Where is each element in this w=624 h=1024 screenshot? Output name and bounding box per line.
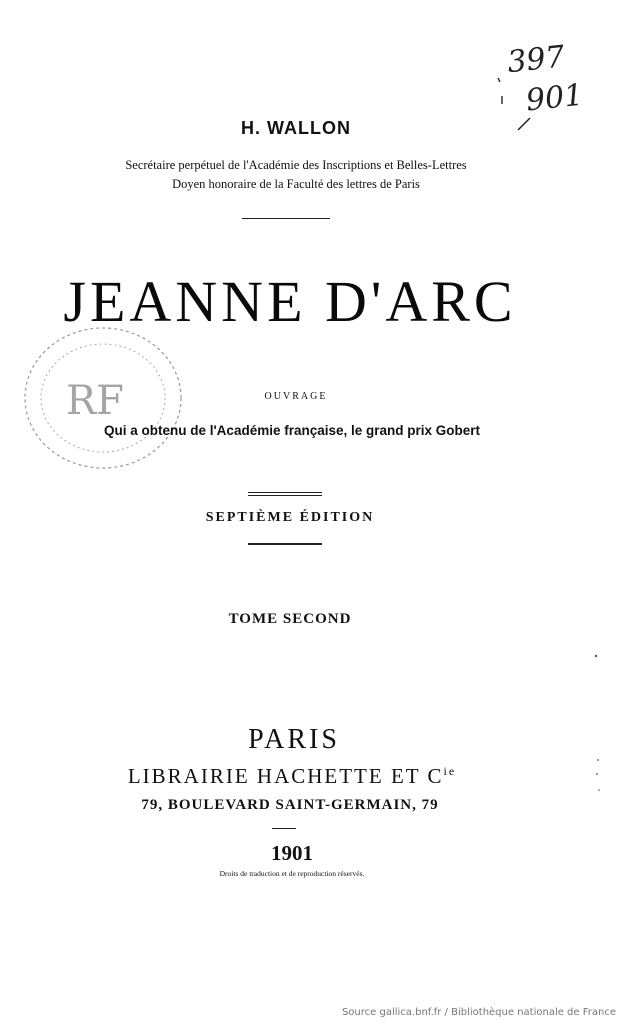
publisher-name xyxy=(0,764,604,789)
divider-rule xyxy=(248,543,322,545)
divider-rule xyxy=(272,828,296,829)
publication-year: 1901 xyxy=(271,841,313,865)
publisher-label: LIBRAIRIE HACHETTE ET C xyxy=(127,764,444,788)
divider-rule xyxy=(242,218,330,219)
svg-text:RF: RF xyxy=(66,378,124,424)
scan-specks xyxy=(590,650,610,800)
author-title-line-1: Secrétaire perpétuel de l'Académie des Inscriptions et Belles-Lettres xyxy=(125,158,467,172)
ouvrage-label: OUVRAGE xyxy=(264,391,328,402)
book-title: JEANNE D'ARC xyxy=(63,269,517,334)
publisher-address: 79, BOULEVARD SAINT-GERMAIN, 79 xyxy=(141,797,439,813)
divider-rule xyxy=(248,495,322,496)
shelfmark-line-1: 397 xyxy=(505,39,567,81)
volume: TOME SECOND xyxy=(228,611,352,627)
shelfmark-line-2: 901 xyxy=(524,77,585,119)
edition: SEPTIÈME ÉDITION xyxy=(205,510,375,525)
rights-notice: Droits de traduction et de reproduction réservés. xyxy=(219,869,365,878)
imprint-city: PARIS xyxy=(248,724,340,755)
publisher-suffix: ie xyxy=(443,764,457,778)
prize-line: Qui a obtenu de l'Académie française, le grand prix Gobert xyxy=(103,423,481,438)
author-title-line-2: Doyen honoraire de la Faculté des lettres de Paris xyxy=(172,177,420,191)
divider-rule xyxy=(248,492,322,493)
source-credit: Source gallica.bnf.fr / Bibliothèque nationale de France xyxy=(341,1007,616,1018)
author-name: H. WALLON xyxy=(241,118,351,138)
